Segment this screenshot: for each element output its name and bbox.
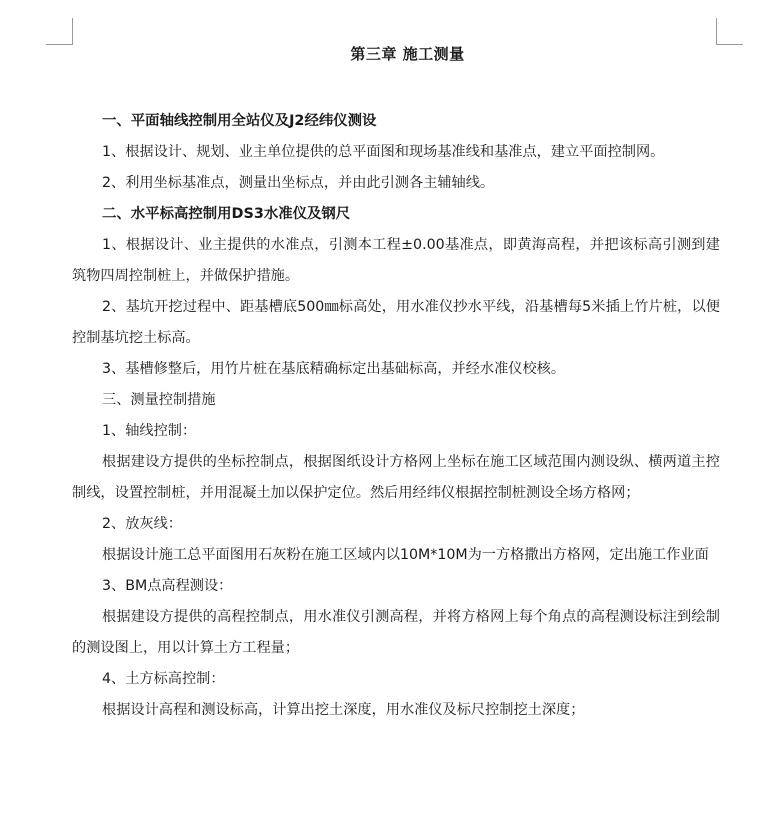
subheading: 4、土方标高控制： xyxy=(102,671,225,687)
subheading: 3、BM点高程测设： xyxy=(102,578,233,594)
paragraph: 1、根据设计、规划、业主单位提供的总平面图和现场基准线和基准点，建立平面控制网。 xyxy=(102,144,665,160)
section-heading-1: 一、平面轴线控制用全站仪及J2经纬仪测设 xyxy=(102,113,377,129)
paragraph: 2、基坑开挖过程中、距基槽底500㎜标高处，用水准仪抄水平线，沿基槽每5米插上竹片桩，以便控制基坑挖土标高。 xyxy=(72,299,720,346)
paragraph: 3、基槽修整后，用竹片桩在基底精确标定出基础标高，并经水准仪校核。 xyxy=(102,361,566,377)
paragraph: 根据建设方提供的高程控制点，用水准仪引测高程，并将方格网上每个角点的高程测设标注到绘制的测设图上，用以计算土方工程量； xyxy=(72,609,720,656)
section-heading-3: 三、测量控制措施 xyxy=(102,392,216,408)
paragraph: 根据设计施工总平面图用石灰粉在施工区域内以10M*10M为一方格撒出方格网，定出施工作业面 xyxy=(102,547,709,563)
section-heading-2: 二、水平标高控制用DS3水准仪及钢尺 xyxy=(102,206,351,222)
margin-corner-mark-top-left xyxy=(46,18,73,45)
document-body xyxy=(72,106,720,726)
paragraph: 根据设计高程和测设标高，计算出挖土深度，用水准仪及标尺控制挖土深度； xyxy=(102,702,585,718)
subheading: 1、轴线控制： xyxy=(102,423,197,439)
paragraph: 根据建设方提供的坐标控制点，根据图纸设计方格网上坐标在施工区域范围内测设纵、横两道主控制线，设置控制桩，并用混凝土加以保护定位。然后用经纬仪根据控制桩测设全场方格网； xyxy=(72,454,720,501)
subheading: 2、放灰线： xyxy=(102,516,182,532)
margin-corner-mark-top-right xyxy=(716,18,743,45)
paragraph: 1、根据设计、业主提供的水准点，引测本工程±0.00基准点，即黄海高程，并把该标高引测到建筑物四周控制桩上，并做保护措施。 xyxy=(72,237,720,284)
chapter-title: 第三章 施工测量 xyxy=(350,45,465,63)
paragraph: 2、利用坐标基准点，测量出坐标点，并由此引测各主辅轴线。 xyxy=(102,175,495,191)
